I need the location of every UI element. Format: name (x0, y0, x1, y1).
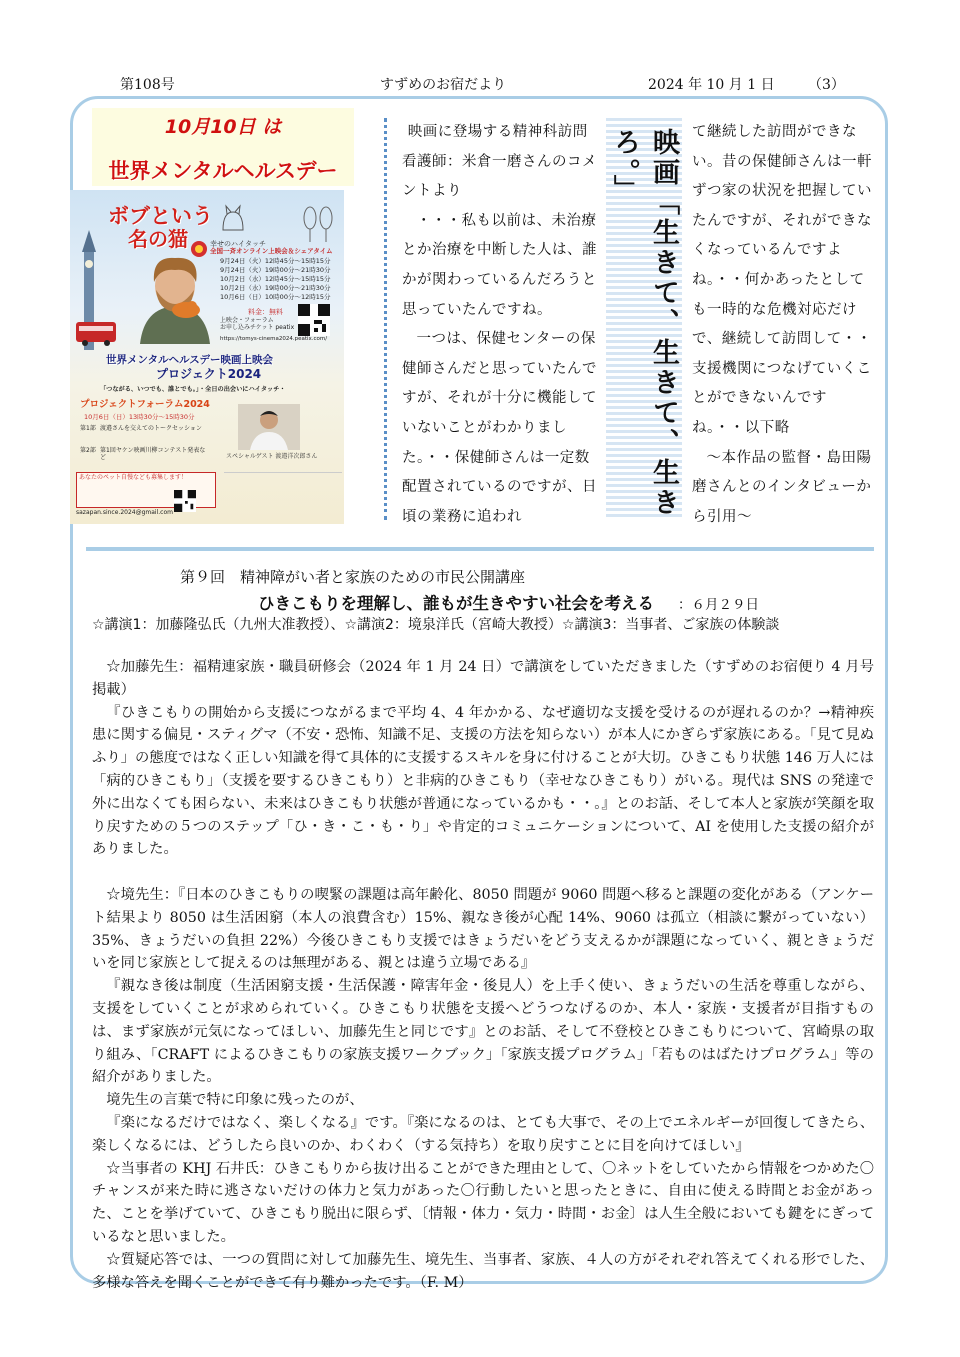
flyer-pet-text: あなたのペット自慢なども募集します！ (79, 474, 188, 481)
flyer-part1-label: 第1部 (80, 425, 96, 432)
actor-portrait (130, 248, 220, 344)
flyer-part1-text: 渡邉さんを交えてのトークセッション (100, 425, 202, 432)
flyer-date-4: 10月2日（水）19時00分〜21時30分 (220, 284, 331, 292)
flyer-slogan: 「つながる、いつでも、誰とでも。」・全日の出会いにハイタッチ・ (100, 386, 286, 393)
flyer-date-5: 10月6日（日）10時00分〜12時15分 (220, 293, 331, 301)
red-bus-illustration (76, 320, 116, 346)
comment-paragraph-4: ね。・・以下略 (692, 419, 790, 436)
lecture-series: 第９回 精神障がい者と家族のための市民公開講座 (180, 568, 526, 586)
flyer-date-3: 10月2日（水）12時45分〜15時15分 (220, 275, 331, 283)
lecture-speakers: ☆講演1：加藤隆弘氏（九州大准教授）、☆講演2：境泉洋氏（宮崎大教授）☆講演3：当事者、ご家族の体験談 (92, 617, 780, 633)
column-divider (384, 118, 387, 520)
flyer-date-2: 9月24日（火）19時00分〜21時30分 (220, 266, 331, 274)
cat-doodle-icon (218, 202, 248, 232)
lecture-title: ひきこもりを理解し、誰もが生きやすい社会を考える (258, 594, 654, 613)
comment-column-2 (692, 118, 876, 532)
flyer-forum-date: 10月6日（日）13時30分〜15時30分 (84, 413, 195, 421)
lecture-date: ：６月２９日 (678, 597, 759, 613)
section-divider (86, 547, 874, 551)
mental-health-day-title (92, 108, 354, 186)
report-qa: ☆質疑応答では、一つの質問に対して加藤先生、境先生、当事者、家族、４人の方がそれぞれ答えてくれる形でした、多様な答えを聞くことができて有り難かったです。（F. M） (92, 1251, 874, 1291)
movie-flyer (70, 190, 344, 524)
flyer-fineprint (224, 472, 342, 517)
flyer-project-year: プロジェクト2024 (156, 367, 262, 381)
flyer-fee: 料金：無料 (248, 308, 283, 316)
movie-title-banner (606, 118, 682, 520)
report-kato-intro: ☆加藤先生：福精連家族・職員研修会（2024 年 1 月 24 日）で講演をしていただきました（すずめのお宿便り 4 月号掲載） (92, 659, 874, 698)
comment-paragraph-1: ・・・私も以前は、未治療とか治療を中断した人は、誰かが関わっているんだろうと思っていたんですね。 (402, 212, 597, 318)
report-impression-quote: 『楽になるだけではなく、楽しくなる』です。『楽になるのは、とても大事で、その上でエネルギーが回復してきたら、楽しくなるには、どうしたら良いのか、わくわく（する気持ち）を取り戻すことに目を向けてほしい』 (92, 1114, 874, 1154)
flyer-subtitle: 幸せのハイタッチ (210, 240, 266, 248)
guest-photo (238, 404, 300, 450)
comment-paragraph-2: 一つは、保健センターの保健師さんだと思っていたんですが、それが十分に機能していないことがわかりました。・・保健師さんは一定数配置されているのですが、日頃の業務に追われ (402, 331, 597, 525)
flyer-qr-code-icon (174, 490, 196, 512)
paragraph-spacer (92, 861, 874, 884)
movie-title-vertical: 映画「生きて、生きて、生きろ。」 (609, 128, 679, 518)
flyer-url: https://tomys-cinema2024.peatix.com/ (220, 336, 328, 342)
flyer-email: sazapan.since.2024@gmail.com (76, 509, 173, 516)
qr-code-icon (298, 304, 330, 336)
flyer-date-1: 9月24日（火）12時45分〜15時15分 (220, 257, 331, 265)
newsletter-title: すずめのお宿だより (380, 77, 507, 93)
flyer-guest: スペシャルゲスト 渡邉洋次郎さん (226, 453, 318, 460)
report-sakai-continued: 『親なき後は制度（生活困窮支援・生活保護・障害年金・後見人）を上手く使い、きょうだいの生活を尊重しながら、支援をしていくことが求められていく。ひきこもり状態を支援へどうつなげるのか、本人・家族・支援者が目指すものは、まず家族が元気になってほしい、加藤先生と同じです』とのお話、そして不登校とひきこもりについて、宮崎県の取り組み、「CRAFT によるひきこもりの家族支援ワークブック」「家族支援プログラム」「若ものはばたけプログラム」等の紹介がありました。 (92, 978, 874, 1086)
issue-date: 2024 年 10 月 1 日 (648, 77, 775, 93)
page-number: （3） (808, 77, 845, 93)
whisk-doodle-icon (298, 204, 338, 244)
flyer-venue: 上映会・フォーラム お申し込みチケット peatix (220, 317, 295, 331)
flyer-badge: 全国一斉オンライン上映会＆シェアタイム (210, 247, 333, 255)
flyer-title-1: ボブという (108, 204, 213, 228)
lecture-report (92, 656, 874, 1294)
report-kato-quote: 『ひきこもりの開始から支援につながるまで平均 4、4 年かかる、なぜ適切な支援を受けるのが遅れるのか？→精神疾患に関する偏見・スティグマ（不安・恐怖、知識不足、支援の方法を知らない）が本人にかぎらず家族にある。「見て見ぬふり」の態度ではなく正しい知識を得て具体的に支援するスキルを身に付けることが大切。ひきこもり状態 146 万人には「病的ひきこもり」（支援を要するひきこもり）と非病的ひきこもり（幸せなひきこもり）がいる。現代は SNS の発達で外に出なくても困らない、未来はひきこもり状態が普通になっているかも・・。』とのお話、そして本人と家族が笑顔を取り戻すための５つのステップ「ひ・き・こ・も・り」や肯定的コミュニケーションについて、AI を使用した支援の紹介がありました。 (92, 704, 874, 858)
comment-intro: 映画に登場する精神科訪問看護師：米倉一磨さんのコメントより (402, 124, 597, 200)
flyer-part2-label: 第2部 (80, 447, 96, 454)
date-heading: 10月10日 は (164, 116, 282, 138)
report-sakai-quote: ☆境先生：『日本のひきこもりの喫緊の課題は高年齢化、8050 問題が 9060 問題へ移ると課題の変化がある（アンケート結果より 8050 は生活困窮（本人の浪費含む）15%、親なき後が心配 14%、9060 は孤立（相談に繋がっていない）35%、きょうだいの負担 22%）今後ひきこもり支援ではきょうだいをどう支えるかが課題になっていく、親ときょうだいを同じ家族として捉えるのは無理がある、親とは違う立場である』 (92, 886, 874, 972)
comment-paragraph-3: て継続した訪問ができない。昔の保健師さんは一軒ずつ家の状況を把握していたんですが、それができなくなっているんですよね。・・何かあったとしても一時的な危機対応だけで、継続して訪問して・・支援機関につなげていくことができないんです (692, 124, 872, 407)
issue-number: 第108号 (120, 77, 175, 93)
page-header (0, 74, 960, 94)
flyer-title-2: 名の猫 (128, 227, 188, 251)
comment-column-1 (402, 118, 598, 532)
flyer-part2-text: 第1回ヤケン映画川柳コンテスト発表など (100, 447, 206, 461)
flyer-forum-title: プロジェクトフォーラム2024 (80, 399, 210, 410)
event-heading: 世界メンタルヘルスデー (108, 159, 338, 183)
interview-citation: 〜本作品の監督・島田陽磨さんとのインタビューから引用〜 (692, 449, 872, 525)
flyer-project-title: 世界メンタルヘルスデー映画上映会 (106, 354, 274, 366)
report-impression: 境先生の言葉で特に印象に残ったのが、 (106, 1092, 364, 1109)
report-khj: ☆当事者の KHJ 石井氏：ひきこもりから抜け出ることができた理由として、〇ネットをしていたから情報をつかめた〇チャンスが来た時に逃さないだけの体力と気力があった〇行動したいと思ったときに、自由に使える時間とお金があった、ことを挙げていて、ひきこもり脱出に限らず、〔情報・体力・気力・時間・お金〕は人生全般においても鍵をにぎっているなと思いました。 (92, 1160, 874, 1245)
